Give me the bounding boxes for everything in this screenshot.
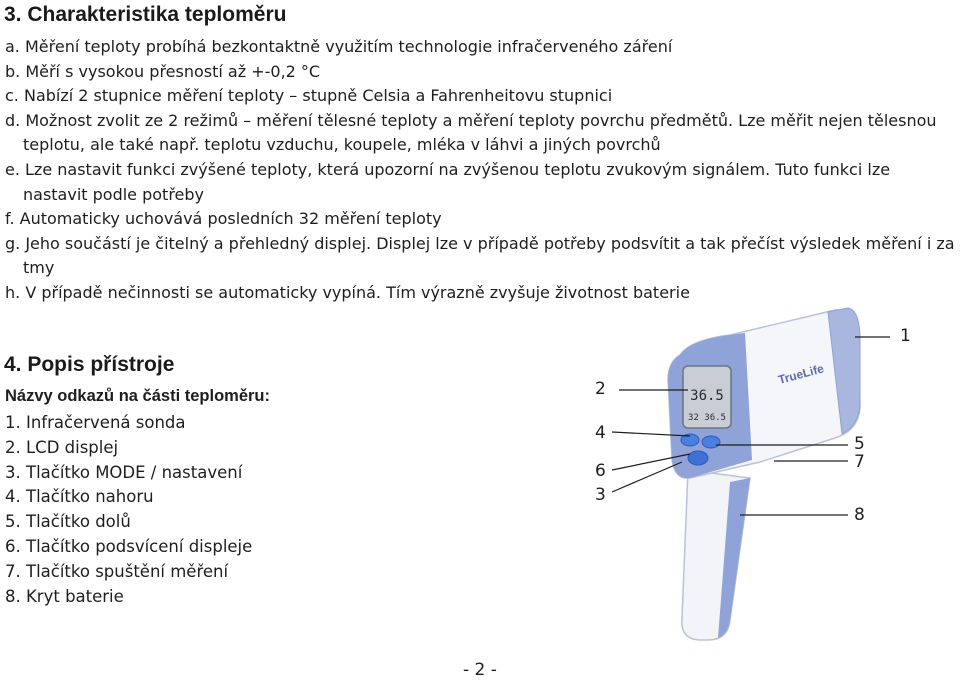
list-item: 1. Infračervená sonda — [5, 413, 186, 432]
brand-logo: TrueLife — [776, 361, 826, 387]
list-item: d. Možnost zvolit ze 2 režimů – měření tělesné teploty a měření teploty povrchu předmětů. Lze měřit nejen tělesnou teplotu, ale také např. teplotu vzduchu, koupele, mléka v láhvi a jiných povrchů — [5, 110, 937, 155]
callout-5: 5 — [854, 434, 865, 454]
list-item: 5. Tlačítko dolů — [5, 512, 131, 532]
callout-1: 1 — [900, 326, 911, 346]
lcd-small-reading: 32 36.5 — [688, 413, 726, 423]
list-item: 3. Tlačítko MODE / nastavení — [5, 462, 243, 482]
callout-3: 3 — [595, 485, 606, 505]
page-number: - 2 - — [463, 660, 497, 680]
list-item: h. V případě nečinnosti se automaticky vypíná. Tím výrazně zvyšuje životnost baterie — [5, 282, 690, 302]
callout-8: 8 — [854, 505, 865, 525]
list-item: c. Nabízí 2 stupnice měření teploty – stupně Celsia a Fahrenheitovu stupnici — [5, 86, 613, 106]
list-item: b. Měří s vysokou přesností až +-0,2 °C — [5, 61, 321, 81]
list-item: e. Lze nastavit funkci zvýšené teploty, která upozorní na zvýšenou teplotu zvukovým signálem. Tuto funkci lze nastavit podle potřeby — [5, 159, 891, 204]
list-item: f. Automaticky uchovává posledních 32 měření teploty — [5, 209, 442, 229]
section-4-heading: 4. Popis přístroje — [4, 353, 175, 376]
list-item: 8. Kryt baterie — [5, 586, 124, 606]
list-item: 4. Tlačítko nahoru — [5, 487, 154, 507]
list-item: 7. Tlačítko spuštění měření — [5, 561, 229, 581]
lcd-main-reading: 36.5 — [690, 388, 724, 404]
section-3-heading: 3. Charakteristika teploměru — [4, 3, 287, 26]
parts-subheading: Názvy odkazů na části teploměru: — [5, 387, 270, 405]
callout-4: 4 — [595, 423, 606, 443]
callout-7: 7 — [854, 452, 865, 472]
list-item: 6. Tlačítko podsvícení displeje — [5, 536, 253, 556]
list-item: g. Jeho součástí je čitelný a přehledný displej. Displej lze v případě potřeby podsvítit a tak přečíst výsledek měření i za tmy — [5, 233, 955, 278]
callout-2: 2 — [595, 379, 606, 399]
list-item: a. Měření teploty probíhá bezkontaktně využitím technologie infračerveného záření — [5, 37, 673, 56]
list-item: 2. LCD displej — [5, 437, 119, 457]
callout-6: 6 — [595, 461, 606, 481]
